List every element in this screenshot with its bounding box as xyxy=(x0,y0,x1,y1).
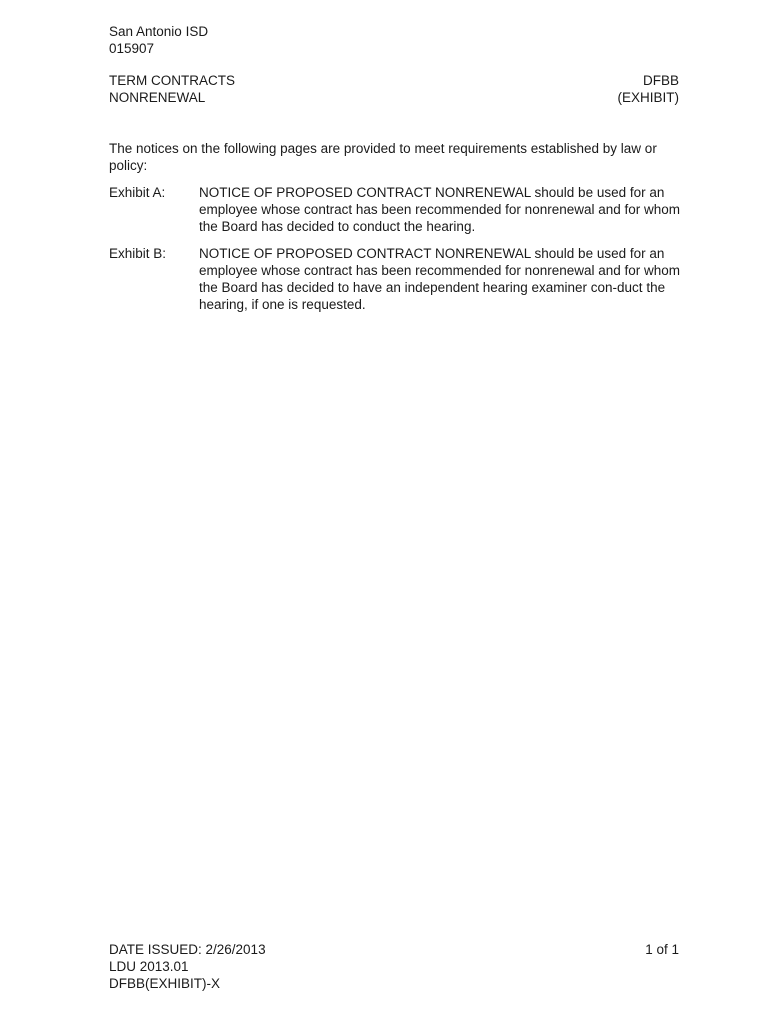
exhibit-b-entry xyxy=(109,245,684,313)
district-name: San Antonio ISD xyxy=(109,24,209,39)
policy-code-line1: DFBB xyxy=(642,73,679,88)
exhibit-b-label: Exhibit B: xyxy=(109,246,167,261)
policy-title-line2: NONRENEWAL xyxy=(109,90,206,105)
footer-info xyxy=(109,941,266,992)
exhibit-a-text: NOTICE OF PROPOSED CONTRACT NONRENEWAL should be used for an employee whose contract has been recommended for nonrenewal and for whom the Board has decided to conduct the hearing. xyxy=(199,185,681,234)
footer-doc-id: DFBB(EXHIBIT)-X xyxy=(109,976,221,991)
policy-code-line2: (EXHIBIT) xyxy=(617,90,679,105)
exhibit-b-text: NOTICE OF PROPOSED CONTRACT NONRENEWAL should be used for an employee whose contract has been recommended for nonrenewal and for whom the Board has decided to have an independent hearing examiner con-duct the hearing, if one is requested. xyxy=(199,246,681,312)
footer-ldu: LDU 2013.01 xyxy=(109,959,189,974)
exhibit-a-entry xyxy=(109,184,684,235)
district-header xyxy=(109,23,208,57)
policy-title-line1: TERM CONTRACTS xyxy=(109,73,235,88)
footer-date-issued: DATE ISSUED: 2/26/2013 xyxy=(109,942,266,957)
policy-code xyxy=(617,72,679,106)
intro-paragraph: The notices on the following pages are provided to meet requirements established by law or policy: xyxy=(109,141,657,173)
district-code: 015907 xyxy=(109,41,155,56)
page-number: 1 of 1 xyxy=(645,942,679,957)
exhibit-a-label: Exhibit A: xyxy=(109,185,166,200)
policy-title xyxy=(109,72,235,106)
